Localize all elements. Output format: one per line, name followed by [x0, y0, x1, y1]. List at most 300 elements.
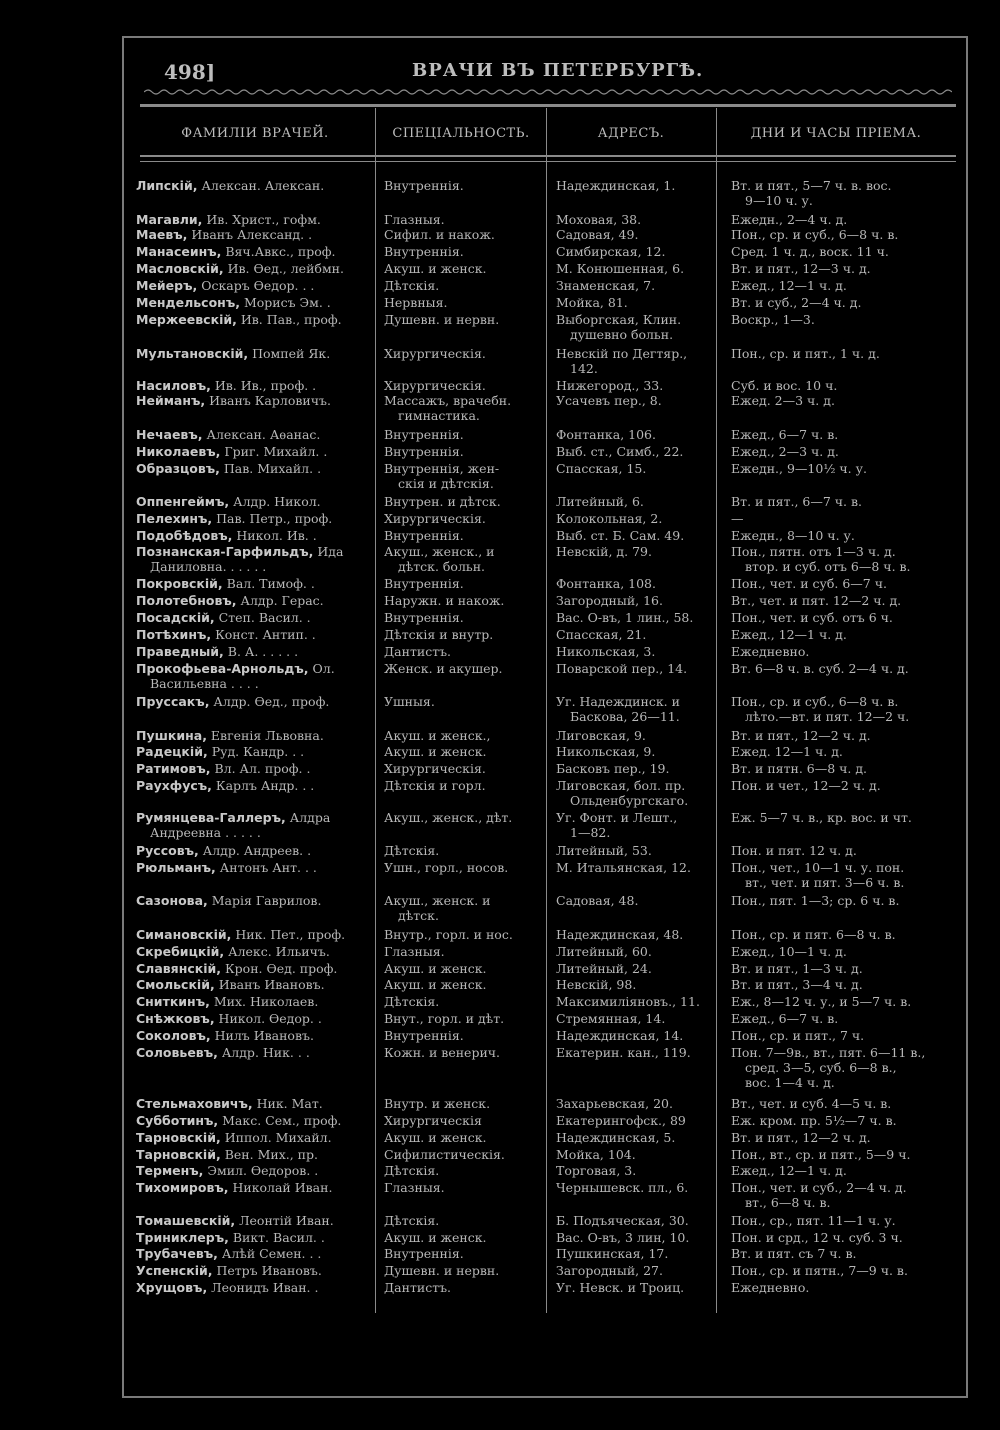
specialty-line: гимнастика.	[398, 408, 480, 423]
specialty-line: дѣтск. больн.	[398, 559, 486, 574]
address	[556, 1230, 714, 1245]
address-line: Баскова, 26—11.	[570, 709, 680, 724]
specialty	[384, 944, 542, 959]
doctor-surname: Руссовъ,	[136, 843, 199, 858]
doctor-name	[136, 511, 372, 526]
doctor-surname: Манасеинъ,	[136, 244, 222, 259]
doctor-surname: Терменъ,	[136, 1163, 204, 1178]
address-line: Стремянная, 14.	[556, 1011, 666, 1026]
doctor-name	[136, 843, 372, 858]
reception-hours	[731, 810, 955, 825]
specialty-line: Дѣтскія.	[384, 1163, 440, 1178]
specialty	[384, 378, 542, 393]
reception-hours	[731, 761, 955, 776]
address	[556, 1113, 714, 1128]
reception-hours-line: Вт. и пятн. 6—8 ч. д.	[731, 761, 868, 776]
address	[556, 593, 714, 608]
doctor-name	[136, 694, 372, 709]
specialty-line: Глазныя.	[384, 212, 445, 227]
doctor-name	[136, 461, 372, 476]
address-line: Мойка, 104.	[556, 1147, 636, 1162]
specialty	[384, 1263, 542, 1278]
address	[556, 378, 714, 393]
address	[556, 761, 714, 776]
doctor-given-name: Эмил. Ѳедоров. .	[203, 1163, 319, 1178]
reception-hours	[731, 778, 955, 793]
doctor-given-name: Ол.	[308, 661, 335, 676]
doctor-given-name: Руд. Кандр. . .	[207, 744, 305, 759]
column-header-address: АДРЕСЪ.	[597, 126, 665, 141]
specialty-line: Дѣтскія и внутр.	[384, 627, 494, 642]
specialty-line: Внутреннія.	[384, 1246, 464, 1261]
reception-hours	[731, 1028, 955, 1043]
address-line: Уг. Невск. и Троиц.	[556, 1280, 685, 1295]
specialty	[384, 593, 542, 608]
reception-hours	[731, 1263, 955, 1278]
specialty	[384, 627, 542, 642]
specialty-line: Нервныя.	[384, 295, 448, 310]
reception-hours-line: Ежед. 12—1 ч. д.	[731, 744, 843, 759]
reception-hours-line: Пон. и пят. 12 ч. д.	[731, 843, 857, 858]
doctor-name	[136, 728, 372, 743]
specialty-line: Акуш. и женск.	[384, 1130, 487, 1145]
address-line: Екатерингофск., 89	[556, 1113, 686, 1128]
specialty-line: Внутр., горл. и нос.	[384, 927, 513, 942]
doctor-surname: Потѣхинъ,	[136, 627, 212, 642]
doctor-given-name: Ив. Христ., гофм.	[202, 212, 321, 227]
address	[556, 944, 714, 959]
doctor-surname: Снѣжковъ,	[136, 1011, 215, 1026]
specialty-line: дѣтск.	[398, 908, 439, 923]
reception-hours	[731, 893, 955, 908]
doctor-name	[136, 593, 372, 608]
address-line: Выб. ст., Симб., 22.	[556, 444, 684, 459]
reception-hours	[731, 1163, 955, 1178]
doctor-name	[136, 1011, 372, 1026]
address-line: Садовая, 48.	[556, 893, 639, 908]
doctor-given-name: Иванъ Карловичъ.	[205, 393, 331, 408]
doctor-given-name: Нилъ Ивановъ.	[210, 1028, 314, 1043]
column-divider	[375, 108, 376, 1313]
address-line: Поварской пер., 14.	[556, 661, 688, 676]
specialty	[384, 761, 542, 776]
specialty	[384, 977, 542, 992]
reception-hours	[731, 694, 955, 724]
specialty	[384, 576, 542, 591]
doctor-given-name-cont: Васильевна . . . .	[150, 676, 259, 691]
address-line: Басковъ пер., 19.	[556, 761, 670, 776]
doctor-name	[136, 544, 372, 574]
doctor-surname: Мультановскій,	[136, 346, 249, 361]
address	[556, 295, 714, 310]
doctor-name	[136, 1163, 372, 1178]
specialty	[384, 994, 542, 1009]
address	[556, 511, 714, 526]
reception-hours-line: Пон. 7—9в., вт., пят. 6—11 в.,	[731, 1045, 926, 1060]
specialty-line: Кожн. и венерич.	[384, 1045, 501, 1060]
doctor-name	[136, 944, 372, 959]
doctor-given-name: Мих. Николаев.	[209, 994, 319, 1009]
doctor-name	[136, 1096, 372, 1111]
address-line: Захарьевская, 20.	[556, 1096, 673, 1111]
address	[556, 778, 714, 808]
address-line: Никольская, 9.	[556, 744, 656, 759]
doctor-name	[136, 1130, 372, 1145]
address-line: Уг. Фонт. и Лешт.,	[556, 810, 678, 825]
doctor-surname: Томашевскій,	[136, 1213, 236, 1228]
reception-hours-line: втор. и суб. отъ 6—8 ч. в.	[745, 559, 911, 574]
reception-hours	[731, 1280, 955, 1295]
doctor-given-name: Вяч.Авкс., проф.	[221, 244, 336, 259]
address-line: Загородный, 27.	[556, 1263, 663, 1278]
address	[556, 627, 714, 642]
doctor-name	[136, 1280, 372, 1295]
reception-hours	[731, 427, 955, 442]
reception-hours-line: Ежед., 6—7 ч. в.	[731, 1011, 839, 1026]
doctor-given-name: Вал. Тимоф. .	[222, 576, 315, 591]
reception-hours-line: Еж., 8—12 ч. у., и 5—7 ч. в.	[731, 994, 912, 1009]
specialty-line: Дантистъ.	[384, 644, 452, 659]
reception-hours-line: Пон., чет. и суб., 2—4 ч. д.	[731, 1180, 907, 1195]
specialty	[384, 278, 542, 293]
address	[556, 644, 714, 659]
reception-hours-line: лѣто.—вт. и пят. 12—2 ч.	[745, 709, 910, 724]
address-line: Надеждинская, 5.	[556, 1130, 676, 1145]
reception-hours-line: Пон. и чет., 12—2 ч. д.	[731, 778, 881, 793]
specialty-line: Сифилистическія.	[384, 1147, 505, 1162]
doctor-surname: Подобѣдовъ,	[136, 528, 233, 543]
doctor-name	[136, 1147, 372, 1162]
doctor-name	[136, 212, 372, 227]
doctor-given-name: Ив. Ив., проф. .	[210, 378, 317, 393]
specialty-line: Дѣтскія и горл.	[384, 778, 486, 793]
specialty	[384, 178, 542, 193]
reception-hours	[731, 528, 955, 543]
doctor-name	[136, 444, 372, 459]
reception-hours-line: Вт. и суб., 2—4 ч. д.	[731, 295, 862, 310]
doctor-given-name-cont: Андреевна . . . . .	[150, 825, 261, 840]
doctor-surname: Насиловъ,	[136, 378, 211, 393]
specialty-line: Внутреннія.	[384, 444, 464, 459]
reception-hours-line: Вт. и пят., 6—7 ч. в.	[731, 494, 863, 509]
specialty	[384, 810, 542, 825]
reception-hours-line: Ежед., 10—1 ч. д.	[731, 944, 847, 959]
doctor-given-name: Ив. Ѳед., лейбмн.	[223, 261, 344, 276]
address-line: Б. Подъяческая, 30.	[556, 1213, 689, 1228]
specialty-line: Хирургическія.	[384, 761, 486, 776]
doctor-name	[136, 744, 372, 759]
specialty-line: Акуш., женск. и	[384, 893, 491, 908]
specialty-line: Дѣтскія.	[384, 1213, 440, 1228]
reception-hours	[731, 244, 955, 259]
specialty-line: Внутреннія.	[384, 576, 464, 591]
doctor-surname: Мендельсонъ,	[136, 295, 240, 310]
address-line: Нижегород., 33.	[556, 378, 664, 393]
doctor-given-name: Пав. Михайл. .	[219, 461, 322, 476]
reception-hours-line: Ежедн., 2—4 ч. д.	[731, 212, 848, 227]
doctor-given-name-cont: Даниловна. . . . . .	[150, 559, 267, 574]
specialty	[384, 444, 542, 459]
address	[556, 576, 714, 591]
specialty	[384, 1045, 542, 1060]
reception-hours-line: Пон., ср. и пят., 7 ч.	[731, 1028, 865, 1043]
reception-hours-line: Пон. и срд., 12 ч. суб. 3 ч.	[731, 1230, 903, 1245]
specialty-line: Массажъ, врачебн.	[384, 393, 512, 408]
address	[556, 1147, 714, 1162]
reception-hours	[731, 1147, 955, 1162]
specialty	[384, 860, 542, 875]
reception-hours	[731, 1096, 955, 1111]
doctor-surname: Раухфусъ,	[136, 778, 212, 793]
specialty	[384, 295, 542, 310]
reception-hours	[731, 346, 955, 361]
doctor-given-name: Григ. Михайл. .	[220, 444, 328, 459]
doctor-given-name: Антонъ Ант. . .	[215, 860, 317, 875]
ornamental-rule	[144, 88, 952, 96]
address	[556, 1028, 714, 1043]
doctor-name	[136, 346, 372, 361]
address-line: М. Итальянская, 12.	[556, 860, 691, 875]
doctor-given-name: Ник. Мат.	[252, 1096, 323, 1111]
doctor-surname: Покровскій,	[136, 576, 223, 591]
specialty	[384, 494, 542, 509]
address-line: Невскій, 98.	[556, 977, 637, 992]
address	[556, 1180, 714, 1195]
doctor-name	[136, 494, 372, 509]
reception-hours	[731, 544, 955, 574]
specialty	[384, 346, 542, 361]
specialty-line: Дѣтскія.	[384, 843, 440, 858]
address-line: Моховая, 38.	[556, 212, 642, 227]
doctor-surname: Масловскій,	[136, 261, 224, 276]
address-line: Вас. О-въ, 3 лин, 10.	[556, 1230, 690, 1245]
specialty-line: Акуш. и женск.	[384, 744, 487, 759]
specialty	[384, 778, 542, 793]
specialty	[384, 312, 542, 327]
specialty	[384, 393, 542, 423]
address-line: Чернышевск. пл., 6.	[556, 1180, 689, 1195]
doctor-surname: Познанская-Гарфильдъ,	[136, 544, 314, 559]
address	[556, 494, 714, 509]
address	[556, 1213, 714, 1228]
specialty-line: Хирургическія.	[384, 346, 486, 361]
doctor-surname: Мейеръ,	[136, 278, 198, 293]
reception-hours	[731, 1113, 955, 1128]
reception-hours-line: Пон., ср. и суб., 6—8 ч. в.	[731, 694, 899, 709]
doctor-given-name: Алдр. Герас.	[236, 593, 324, 608]
specialty	[384, 843, 542, 858]
address-line: Выб. ст. Б. Сам. 49.	[556, 528, 685, 543]
doctor-name	[136, 927, 372, 942]
address	[556, 961, 714, 976]
reception-hours	[731, 994, 955, 1009]
doctor-name	[136, 761, 372, 776]
specialty	[384, 610, 542, 625]
address	[556, 461, 714, 476]
specialty	[384, 528, 542, 543]
address	[556, 1263, 714, 1278]
specialty-line: Глазныя.	[384, 944, 445, 959]
reception-hours-line: Пон., ср. и пятн., 7—9 ч. в.	[731, 1263, 908, 1278]
reception-hours-line: Ежедневно.	[731, 1280, 810, 1295]
header-top-rule	[140, 104, 956, 107]
doctor-surname: Успенскій,	[136, 1263, 213, 1278]
doctor-given-name: Ник. Пет., проф.	[231, 927, 346, 942]
doctor-surname: Сниткинъ,	[136, 994, 210, 1009]
specialty-line: Акуш., женск., и	[384, 544, 495, 559]
reception-hours	[731, 1011, 955, 1026]
specialty-line: Внутреннія.	[384, 1028, 464, 1043]
column-divider	[716, 108, 717, 1313]
specialty	[384, 1096, 542, 1111]
doctor-surname: Субботинъ,	[136, 1113, 219, 1128]
doctor-given-name: Алдр. Андреев. .	[198, 843, 312, 858]
reception-hours-line: —	[731, 511, 744, 526]
reception-hours-line: Ежедн., 9—10½ ч. у.	[731, 461, 867, 476]
reception-hours	[731, 227, 955, 242]
doctor-name	[136, 312, 372, 327]
doctor-name	[136, 977, 372, 992]
address-line: Литейный, 6.	[556, 494, 644, 509]
doctor-name	[136, 1246, 372, 1261]
doctor-name	[136, 893, 372, 908]
page-number: 498]	[164, 60, 216, 84]
doctor-given-name: Леонидъ Иван. .	[207, 1280, 319, 1295]
doctor-given-name: Марія Гаврилов.	[207, 893, 322, 908]
doctor-given-name: Алексан. Алексан.	[197, 178, 325, 193]
doctor-given-name: Вл. Ал. проф. .	[210, 761, 311, 776]
doctor-surname: Сазонова,	[136, 893, 208, 908]
doctor-name	[136, 860, 372, 875]
address	[556, 610, 714, 625]
doctor-name	[136, 1113, 372, 1128]
address	[556, 744, 714, 759]
doctor-given-name: Алѣй Семен. . .	[217, 1246, 322, 1261]
doctor-name	[136, 778, 372, 793]
specialty	[384, 1280, 542, 1295]
doctor-surname: Триниклеръ,	[136, 1230, 229, 1245]
reception-hours	[731, 728, 955, 743]
specialty	[384, 1147, 542, 1162]
specialty-line: Хирургическія.	[384, 378, 486, 393]
specialty-line: Внутреннія.	[384, 178, 464, 193]
doctor-surname: Тихомировъ,	[136, 1180, 229, 1195]
doctor-surname: Пушкина,	[136, 728, 207, 743]
doctor-given-name: Крон. Ѳед. проф.	[221, 961, 338, 976]
doctor-given-name: Алекс. Ильичъ.	[224, 944, 330, 959]
doctor-surname: Смольскій,	[136, 977, 215, 992]
reception-hours-line: Воскр., 1—3.	[731, 312, 815, 327]
doctor-surname: Оппенгеймъ,	[136, 494, 230, 509]
reception-hours-line: вт., 6—8 ч. в.	[745, 1195, 831, 1210]
specialty	[384, 544, 542, 574]
reception-hours	[731, 961, 955, 976]
specialty	[384, 1213, 542, 1228]
address-line: Фонтанка, 108.	[556, 576, 656, 591]
specialty	[384, 893, 542, 923]
reception-hours	[731, 644, 955, 659]
reception-hours-line: Пон., чет., 10—1 ч. у. пон.	[731, 860, 905, 875]
doctor-given-name: Николай Иван.	[228, 1180, 333, 1195]
specialty-line: Наружн. и накож.	[384, 593, 505, 608]
reception-hours	[731, 312, 955, 327]
reception-hours-line: Пон., ср. и суб., 6—8 ч. в.	[731, 227, 899, 242]
reception-hours-line: Пон., чет. и суб. отъ 6 ч.	[731, 610, 893, 625]
doctor-name	[136, 994, 372, 1009]
address	[556, 244, 714, 259]
header-bottom-rule-thin	[140, 161, 956, 162]
doctor-name	[136, 1263, 372, 1278]
column-header-names: ФАМИЛІИ ВРАЧЕЙ.	[181, 126, 329, 141]
address	[556, 393, 714, 408]
doctor-surname: Ратимовъ,	[136, 761, 211, 776]
doctor-surname: Пруссакъ,	[136, 694, 210, 709]
address-line: Симбирская, 12.	[556, 244, 666, 259]
reception-hours	[731, 576, 955, 591]
address-line: Уг. Надеждинск. и	[556, 694, 680, 709]
specialty-line: Душевн. и нервн.	[384, 1263, 500, 1278]
doctor-name	[136, 627, 372, 642]
reception-hours	[731, 944, 955, 959]
doctor-given-name: Викт. Васил. .	[228, 1230, 325, 1245]
doctor-surname: Прокофьева-Арнольдъ,	[136, 661, 309, 676]
reception-hours	[731, 627, 955, 642]
address-line: Колокольная, 2.	[556, 511, 663, 526]
specialty-line: Ушныя.	[384, 694, 435, 709]
specialty	[384, 661, 542, 676]
doctor-surname: Липскій,	[136, 178, 198, 193]
doctor-given-name: Ив. Пав., проф.	[236, 312, 342, 327]
doctor-surname: Соколовъ,	[136, 1028, 211, 1043]
address	[556, 843, 714, 858]
reception-hours-line: Ежед. 2—3 ч. д.	[731, 393, 835, 408]
doctor-surname: Николаевъ,	[136, 444, 221, 459]
address	[556, 444, 714, 459]
address-line: Загородный, 16.	[556, 593, 663, 608]
doctor-name	[136, 295, 372, 310]
address-line: Знаменская, 7.	[556, 278, 656, 293]
reception-hours	[731, 1213, 955, 1228]
reception-hours-line: Вт. 6—8 ч. в. суб. 2—4 ч. д.	[731, 661, 909, 676]
address-line: 142.	[570, 361, 598, 376]
reception-hours	[731, 178, 955, 208]
doctor-name	[136, 961, 372, 976]
reception-hours-line: Ежед., 12—1 ч. д.	[731, 1163, 847, 1178]
specialty	[384, 1180, 542, 1195]
address-line: Спасская, 21.	[556, 627, 647, 642]
address-line: Выборгская, Клин.	[556, 312, 682, 327]
address	[556, 927, 714, 942]
specialty-line: Акуш. и женск.	[384, 977, 487, 992]
reception-hours	[731, 1130, 955, 1145]
address	[556, 1280, 714, 1295]
reception-hours-line: Ежед., 6—7 ч. в.	[731, 427, 839, 442]
doctor-name	[136, 244, 372, 259]
reception-hours	[731, 261, 955, 276]
doctor-name	[136, 610, 372, 625]
specialty-line: Дѣтскія.	[384, 994, 440, 1009]
address	[556, 178, 714, 193]
doctor-name	[136, 644, 372, 659]
reception-hours-line: Еж. 5—7 ч. в., кр. вос. и чт.	[731, 810, 912, 825]
address-line: Невскій, д. 79.	[556, 544, 652, 559]
doctor-name	[136, 1230, 372, 1245]
specialty-line: Внутр. и женск.	[384, 1096, 491, 1111]
address-line: 1—82.	[570, 825, 611, 840]
doctor-given-name: Петръ Ивановъ.	[212, 1263, 322, 1278]
reception-hours-line: Ежедневно.	[731, 644, 810, 659]
specialty-line: Внутреннія.	[384, 244, 464, 259]
